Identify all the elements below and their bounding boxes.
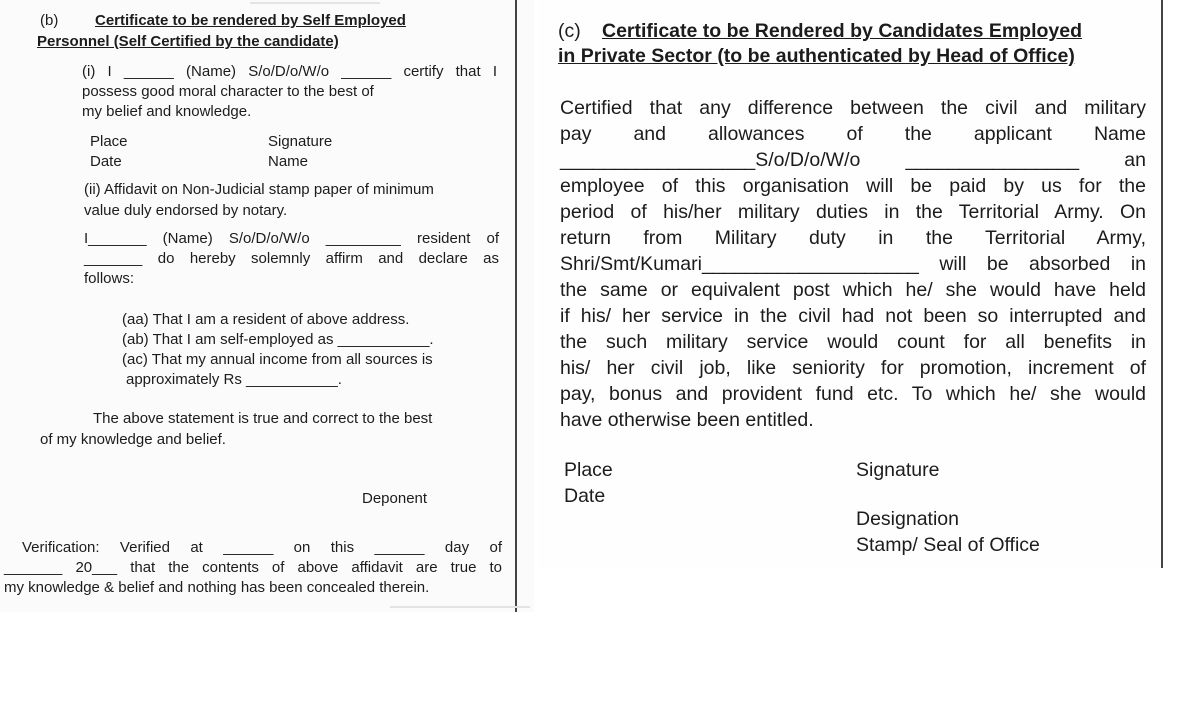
body-line: Certified that any difference between the civil and military bbox=[560, 97, 1146, 119]
verification-line2: _______ 20___ that the contents of above affidavit are true to bbox=[4, 559, 502, 576]
date-label: Date bbox=[564, 485, 606, 507]
place-label: Place bbox=[90, 133, 128, 150]
section-b-title-line2: Personnel (Self Certified by the candidate) bbox=[37, 33, 339, 50]
declaration-line3: follows: bbox=[84, 270, 135, 287]
clause-ab: (ab) That I am self-employed as ___________. bbox=[122, 331, 434, 348]
clause-ac-line1: (ac) That my annual income from all sources is bbox=[122, 351, 433, 368]
item-i-line3: my belief and knowledge. bbox=[82, 103, 252, 120]
declaration-line1: I_______ (Name) S/o/D/o/W/o _________ resident of bbox=[84, 230, 499, 247]
body-line: period of his/her military duties in the Territorial Army. On bbox=[560, 201, 1146, 223]
designation-label: Designation bbox=[856, 508, 959, 530]
place-label: Place bbox=[564, 459, 613, 481]
body-line: __________________S/o/D/o/W/o ________________ an bbox=[560, 149, 1146, 171]
bleed-through-mark bbox=[250, 2, 380, 4]
panel-border bbox=[1161, 0, 1163, 568]
section-b-title: Certificate to be rendered by Self Employed bbox=[95, 12, 406, 29]
item-ii-line2: value duly endorsed by notary. bbox=[84, 202, 288, 219]
verification-line3: my knowledge & belief and nothing has been concealed therein. bbox=[4, 579, 430, 596]
name-label: Name bbox=[268, 153, 309, 170]
body-line: if his/ her service in the civil had not been so interrupted and bbox=[560, 305, 1146, 327]
body-line: his/ her civil job, like seniority for promotion, increment of bbox=[560, 357, 1146, 379]
body-line: Shri/Smt/Kumari____________________ will be absorbed in bbox=[560, 253, 1146, 275]
item-i-line1: (i) I ______ (Name) S/o/D/o/W/o ______ certify that I bbox=[82, 63, 497, 80]
statement-line2: of my knowledge and belief. bbox=[40, 431, 226, 448]
item-i-line2: possess good moral character to the best of bbox=[82, 83, 374, 100]
clause-aa: (aa) That I am a resident of above address. bbox=[122, 311, 410, 328]
section-b-panel bbox=[0, 0, 534, 612]
body-line: pay, bonus and provident fund etc. To which he/ she would bbox=[560, 383, 1146, 405]
deponent-label: Deponent bbox=[362, 490, 428, 507]
body-line: the such military service would count for all benefits in bbox=[560, 331, 1146, 353]
stamp-label: Stamp/ Seal of Office bbox=[856, 534, 1040, 556]
bleed-through-mark bbox=[390, 606, 530, 608]
section-c-panel bbox=[538, 0, 1168, 568]
body-line: pay and allowances of the applicant Name bbox=[560, 123, 1146, 145]
date-label: Date bbox=[90, 153, 122, 170]
signature-label: Signature bbox=[268, 133, 333, 150]
section-c-title-line2: in Private Sector (to be authenticated by Head of Office) bbox=[558, 45, 1075, 67]
body-line: employee of this organisation will be paid by us for the bbox=[560, 175, 1146, 197]
body-line: return from Military duty in the Territorial Army, bbox=[560, 227, 1146, 249]
item-ii-line1: (ii) Affidavit on Non-Judicial stamp paper of minimum bbox=[84, 181, 434, 198]
declaration-line2: _______ do hereby solemnly affirm and declare as bbox=[84, 250, 499, 267]
body-line: the same or equivalent post which he/ she would have held bbox=[560, 279, 1146, 301]
verification-line1: Verification: Verified at ______ on this ______ day of bbox=[22, 539, 502, 556]
section-b-label: (b) bbox=[40, 12, 59, 29]
section-c-title: Certificate to be Rendered by Candidates Employed bbox=[602, 20, 1083, 42]
signature-label: Signature bbox=[856, 459, 940, 481]
section-c-label: (c) bbox=[558, 20, 581, 42]
statement-line1: The above statement is true and correct to the best bbox=[93, 410, 433, 427]
body-line: have otherwise been entitled. bbox=[560, 409, 814, 431]
clause-ac-line2: approximately Rs ___________. bbox=[126, 371, 342, 388]
panel-border bbox=[515, 0, 517, 612]
